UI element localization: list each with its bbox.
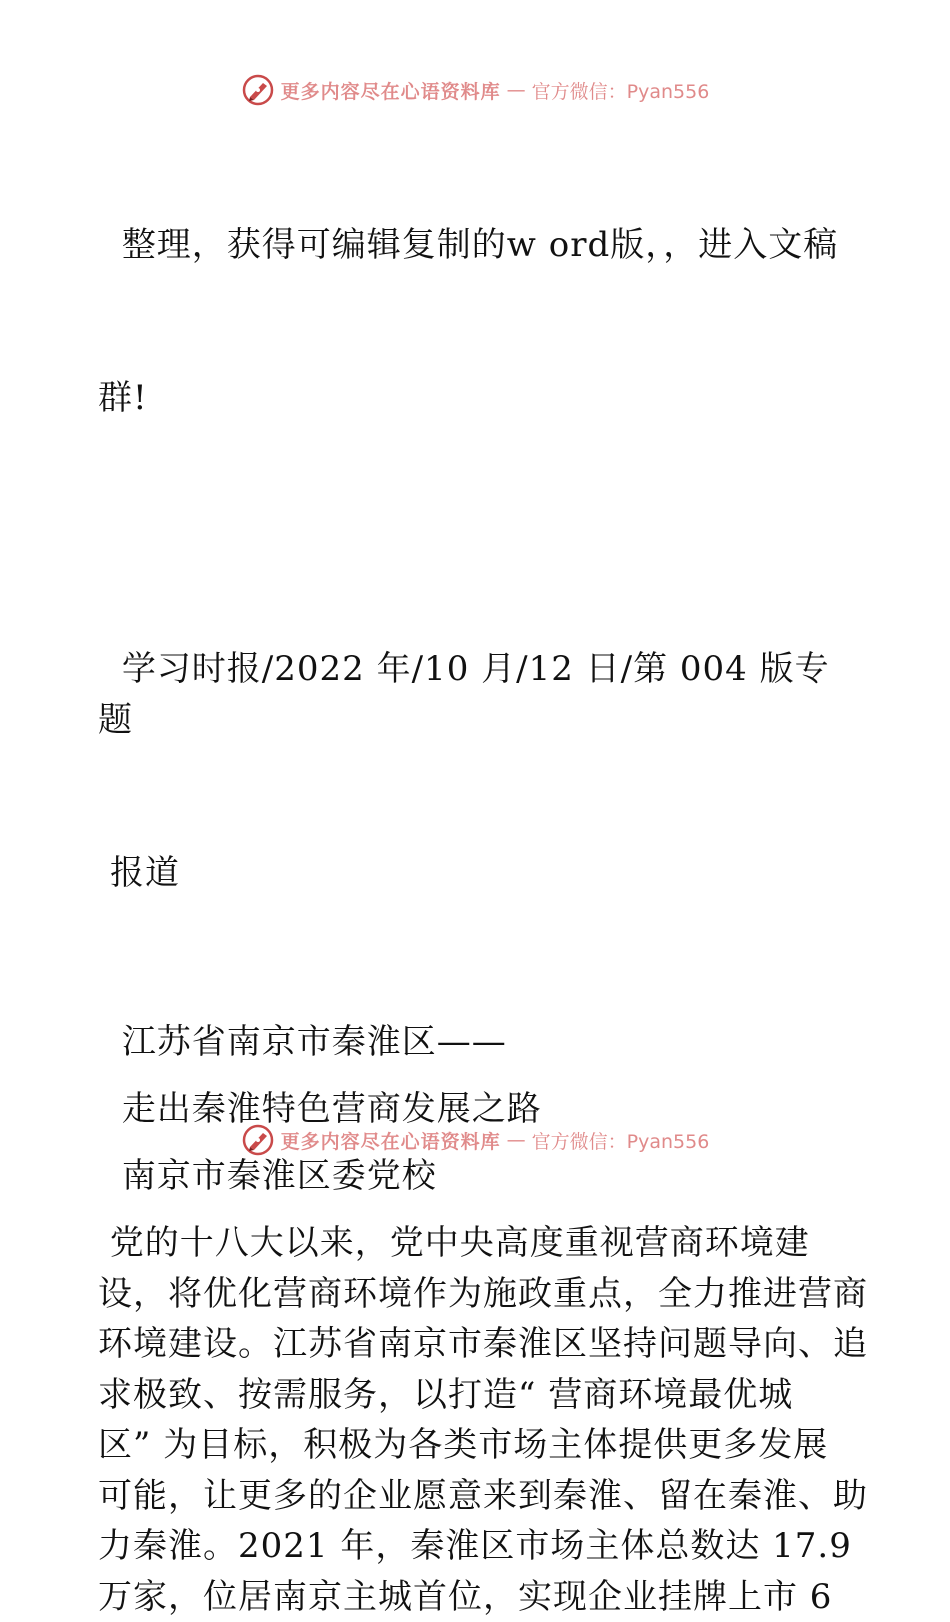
- intro-line-1: 整理，获得可编辑复制的w ord版，，进入文稿: [98, 220, 850, 271]
- article-title: 走出秦淮特色营商发展之路: [98, 1084, 850, 1135]
- body-line: 设，将优化营商环境作为施政重点，全力推进营商: [98, 1269, 850, 1320]
- body-line: 求极致、按需服务，以打造“ 营商环境最优城: [98, 1370, 850, 1421]
- source-line: [98, 542, 850, 1001]
- intro-line-2: 群!: [98, 373, 850, 424]
- footer-watermark-inner: [241, 1123, 710, 1157]
- watermark-title: 更多内容尽在心语资料库: [281, 1127, 501, 1154]
- article-paragraph: [98, 1218, 850, 1622]
- watermark-wechat: 官方微信：Pyan556: [532, 1127, 710, 1154]
- body-line: 万家，位居南京主城首位，实现企业挂牌上市 6: [98, 1572, 850, 1622]
- source-line-1: 学习时报/2022 年/10 月/12 日/第 004 版专题: [98, 644, 850, 746]
- watermark-separator: —: [507, 79, 526, 101]
- source-line-2: 报道: [98, 848, 850, 899]
- body-line: 力秦淮。2021 年，秦淮区市场主体总数达 17.9: [98, 1521, 850, 1572]
- body-line: 环境建设。江苏省南京市秦淮区坚持问题导向、追: [98, 1319, 850, 1370]
- watermark-separator: —: [507, 1129, 526, 1151]
- pen-logo-icon: [241, 73, 275, 107]
- body-line: 可能，让更多的企业愿意来到秦淮、留在秦淮、助: [98, 1471, 850, 1522]
- intro-paragraph: [98, 118, 850, 526]
- header-watermark-inner: [241, 73, 710, 107]
- author-line: 南京市秦淮区委党校: [98, 1151, 850, 1202]
- body-line: 区” 为目标，积极为各类市场主体提供更多发展: [98, 1420, 850, 1471]
- region-heading: 江苏省南京市秦淮区——: [98, 1017, 850, 1068]
- watermark-title: 更多内容尽在心语资料库: [281, 77, 501, 104]
- footer-watermark: [0, 1120, 950, 1160]
- document-body: [98, 118, 850, 1622]
- body-line: 党的十八大以来，党中央高度重视营商环境建: [98, 1218, 850, 1269]
- header-watermark: [0, 70, 950, 110]
- watermark-wechat: 官方微信：Pyan556: [532, 77, 710, 104]
- pen-logo-icon: [241, 1123, 275, 1157]
